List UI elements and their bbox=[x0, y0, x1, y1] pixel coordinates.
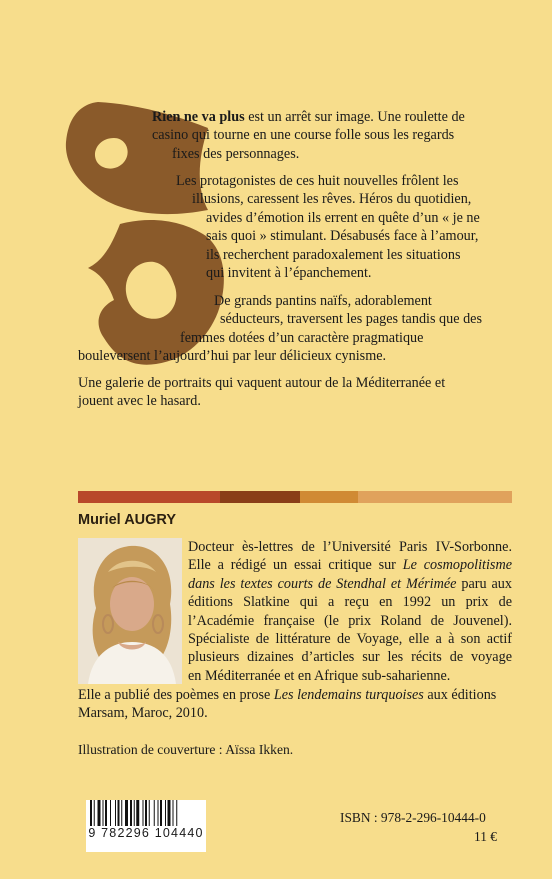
blurb-line: sais quoi » stimulant. Désabusés face à l’amour, bbox=[206, 228, 479, 245]
blurb-line: bouleversent l’aujourd’hui par leur délicieux cynisme. bbox=[78, 348, 387, 365]
blurb-line: femmes dotées d’un caractère pragmatique bbox=[180, 329, 424, 346]
bio-line bbox=[78, 686, 518, 704]
bio-text: Elle a publié des poèmes en prose bbox=[78, 687, 274, 703]
band-segment bbox=[300, 491, 358, 503]
bio-line: l’Académie française (le prix Roland de Jouvenel). bbox=[188, 612, 512, 629]
band-segment bbox=[220, 491, 300, 503]
essay-title: Le cosmopolitisme bbox=[402, 557, 512, 574]
blurb-paragraph-1 bbox=[152, 108, 512, 163]
bio-line: Marsam, Maroc, 2010. bbox=[78, 705, 208, 722]
essay-title: dans les textes courts de Stendhal et Mérimée bbox=[188, 575, 457, 592]
book-title: Rien ne va plus bbox=[152, 109, 245, 125]
blurb-line: qui invitent à l’épanchement. bbox=[206, 265, 372, 282]
bio-line: Spécialiste de littérature de Voyage, elle a à son actif bbox=[188, 631, 512, 648]
bio-text: Elle a rédigé un essai critique sur bbox=[188, 557, 403, 574]
blurb-line: fixes des personnages. bbox=[172, 145, 300, 162]
blurb-line: De grands pantins naïfs, adorablement bbox=[214, 293, 432, 309]
band-segment bbox=[358, 491, 512, 503]
blurb-line: casino qui tourne en une course folle sous les regards bbox=[152, 127, 455, 144]
illustration-credit: Illustration de couverture : Aïssa Ikken. bbox=[78, 742, 294, 757]
bio-line bbox=[188, 575, 512, 593]
bio-text: paru aux bbox=[456, 575, 512, 592]
isbn: ISBN : 978-2-296-10444-0 bbox=[340, 810, 486, 825]
blurb-line: jouent avec le hasard. bbox=[78, 393, 201, 410]
barcode-number: 9 782296 104440 bbox=[86, 826, 206, 840]
author-bio bbox=[188, 538, 512, 685]
blurb-line: illusions, caressent les rêves. Héros du quotidien, bbox=[192, 191, 472, 208]
author-portrait-icon bbox=[78, 538, 182, 684]
bio-line: éditions Slatkine qui a reçu en 1992 un prix de bbox=[188, 594, 512, 611]
blurb-paragraph-2 bbox=[176, 172, 480, 282]
author-bio-end bbox=[78, 686, 518, 723]
blurb-line: avides d’émotion ils errent en quête d’un « je ne bbox=[206, 209, 480, 226]
bio-line: plusieurs dizaines d’articles sur les récits de voyage bbox=[188, 649, 512, 666]
blurb-paragraph-3 bbox=[78, 292, 482, 366]
bio-line bbox=[188, 556, 512, 574]
bio-line: Docteur ès-lettres de l’Université Paris IV-Sorbonne. bbox=[188, 539, 512, 555]
blurb-line: Une galerie de portraits qui vaquent autour de la Méditerranée et bbox=[78, 375, 446, 391]
blurb-line: Les protagonistes de ces huit nouvelles frôlent les bbox=[176, 173, 459, 189]
author-name: Muriel AUGRY bbox=[78, 512, 177, 528]
poems-title: Les lendemains turquoises bbox=[273, 687, 424, 703]
price: 11 € bbox=[474, 829, 497, 844]
bio-line: en Méditerranée et en Afrique sub-saharienne. bbox=[188, 667, 451, 684]
barcode-bars-icon bbox=[86, 800, 206, 828]
band-segment bbox=[78, 491, 220, 503]
author-photo bbox=[78, 538, 182, 684]
color-band bbox=[78, 491, 512, 503]
blurb-text: est un arrêt sur image. Une roulette de bbox=[244, 109, 465, 125]
blurb-paragraph-4 bbox=[78, 374, 445, 411]
blurb-line: ils recherchent paradoxalement les situations bbox=[206, 246, 461, 263]
blurb-line: séducteurs, traversent les pages tandis que des bbox=[220, 311, 482, 328]
bio-text: aux éditions bbox=[423, 687, 497, 703]
